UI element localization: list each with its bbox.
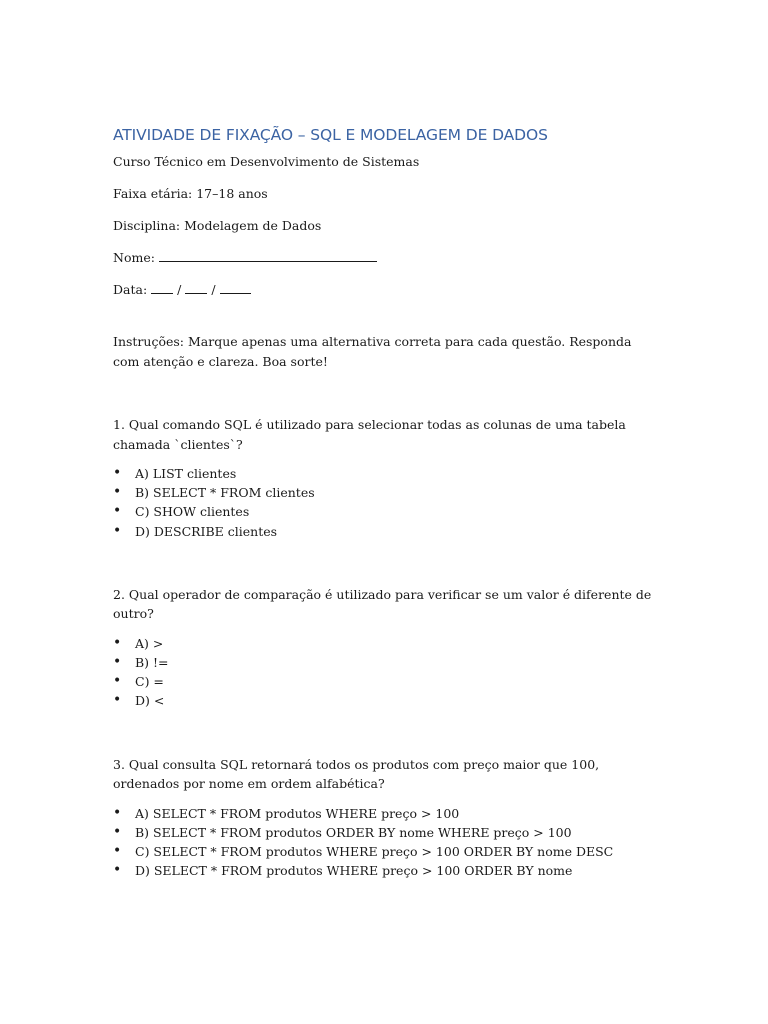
question-1-text: 1. Qual comando SQL é utilizado para selecionar todas as colunas de uma tabela chamada `clientes`? (113, 417, 626, 452)
bullet-icon: • (113, 862, 122, 879)
date-year-blank (220, 281, 251, 294)
question-3-option-a (113, 804, 658, 823)
bullet-icon: • (113, 484, 122, 501)
subject-line: Disciplina: Modelagem de Dados (113, 218, 322, 233)
option-label: A) SELECT * FROM produtos WHERE preço > 100 (135, 805, 460, 821)
question-1-option-b (113, 483, 658, 502)
name-blank (159, 249, 377, 262)
option-label: B) != (135, 655, 169, 671)
date-separator: / (211, 282, 216, 297)
option-label: A) LIST clientes (135, 466, 237, 481)
name-line (113, 248, 658, 267)
option-label: C) SELECT * FROM produtos WHERE preço > 100 ORDER BY nome DESC (135, 844, 614, 860)
bullet-icon: • (113, 634, 122, 651)
document-title: ATIVIDADE DE FIXAÇÃO – SQL E MODELAGEM DE DADOS (113, 126, 548, 144)
name-label: Nome: (113, 250, 155, 265)
instructions: Instruções: Marque apenas uma alternativa correta para cada questão. Responda com atenção e clareza. Boa sorte! (113, 334, 632, 369)
age-range-line: Faixa etária: 17–18 anos (113, 186, 268, 201)
option-label: C) = (135, 674, 164, 690)
date-separator: / (177, 282, 182, 297)
bullet-icon: • (113, 654, 122, 671)
question-1-option-a (113, 464, 658, 483)
question-1-option-d (113, 522, 658, 541)
date-month-blank (185, 281, 207, 294)
question-2-text: 2. Qual operador de comparação é utilizado para verificar se um valor é diferente de outro? (113, 586, 652, 622)
bullet-icon: • (113, 673, 122, 690)
document-page (113, 124, 658, 880)
question-3-options (113, 804, 658, 881)
question-1-options (113, 464, 658, 541)
question-3-text: 3. Qual consulta SQL retornará todos os produtos com preço maior que 100, ordenados por nome em ordem alfabética? (113, 756, 600, 792)
date-day-blank (151, 281, 173, 294)
course-line: Curso Técnico em Desenvolvimento de Sistemas (113, 154, 420, 169)
question-2-options (113, 634, 658, 711)
question-2-option-c (113, 672, 658, 691)
question-2-option-a (113, 634, 658, 653)
option-label: B) SELECT * FROM produtos ORDER BY nome WHERE preço > 100 (135, 824, 572, 840)
bullet-icon: • (113, 503, 122, 520)
bullet-icon: • (113, 804, 122, 821)
bullet-icon: • (113, 522, 122, 539)
option-label: D) DESCRIBE clientes (135, 523, 278, 539)
question-3-option-c (113, 842, 658, 861)
question-3-option-b (113, 823, 658, 842)
bullet-icon: • (113, 843, 122, 860)
option-label: C) SHOW clientes (135, 504, 250, 520)
question-1-option-c (113, 502, 658, 521)
date-label: Data: (113, 282, 148, 297)
option-label: A) > (135, 635, 164, 651)
question-2-option-d (113, 691, 658, 710)
question-3-option-d (113, 861, 658, 880)
option-label: D) < (135, 693, 165, 709)
bullet-icon: • (113, 465, 122, 481)
question-2-option-b (113, 653, 658, 672)
option-label: B) SELECT * FROM clientes (135, 485, 315, 501)
bullet-icon: • (113, 823, 122, 840)
option-label: D) SELECT * FROM produtos WHERE preço > 100 ORDER BY nome (135, 863, 573, 879)
bullet-icon: • (113, 692, 122, 709)
date-line (113, 280, 658, 299)
